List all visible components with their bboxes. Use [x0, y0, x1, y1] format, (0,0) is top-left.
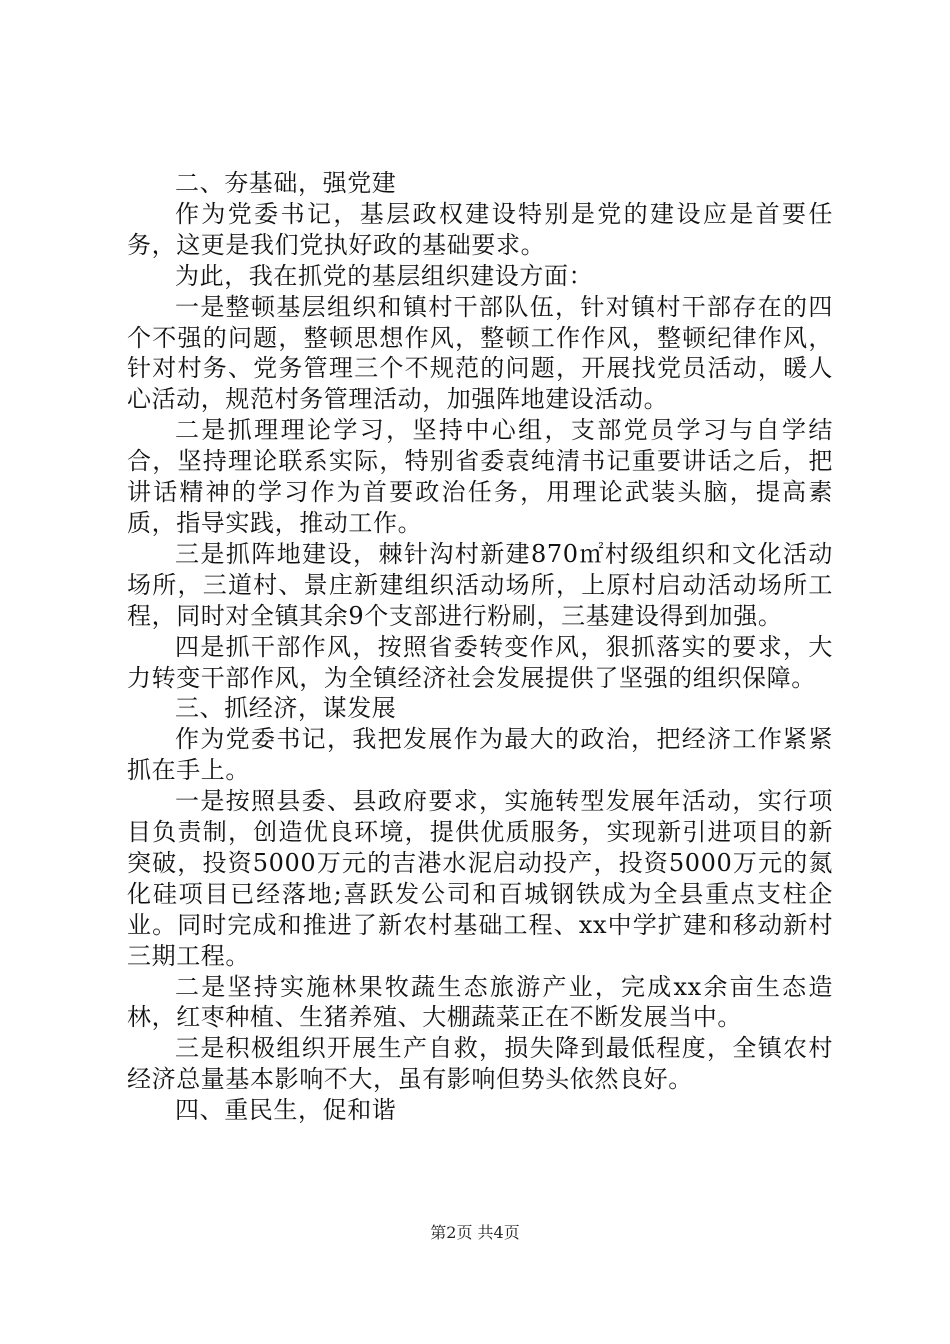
paragraph: 一是按照县委、县政府要求，实施转型发展年活动，实行项目负责制，创造优良环境，提供优质服务，实现新引进项目的新突破，投资5000万元的吉港水泥启动投产，投资5000万元的氮化硅项目已经落地;喜跃发公司和百城钢铁成为全县重点支柱企业。同时完成和推进了新农村基础工程、xx中学扩建和移动新村三期工程。 — [127, 787, 833, 970]
document-body — [127, 168, 833, 1126]
paragraph: 三是抓阵地建设，棘针沟村新建870㎡村级组织和文化活动场所，三道村、景庄新建组织活动场所，上原村启动活动场所工程，同时对全镇其余9个支部进行粉刷，三基建设得到加强。 — [127, 539, 833, 630]
paragraph: 二是坚持实施林果牧蔬生态旅游产业，完成xx余亩生态造林，红枣种植、生猪养殖、大棚蔬菜正在不断发展当中。 — [127, 972, 833, 1032]
paragraph: 四是抓干部作风，按照省委转变作风，狠抓落实的要求，大力转变干部作风，为全镇经济社会发展提供了坚强的组织保障。 — [127, 632, 833, 692]
paragraph: 为此，我在抓党的基层组织建设方面： — [175, 261, 594, 290]
section-heading-2: 二、夯基础，强党建 — [175, 169, 397, 197]
paragraph: 三是积极组织开展生产自救，损失降到最低程度，全镇农村经济总量基本影响不大，虽有影响但势头依然良好。 — [127, 1034, 833, 1094]
section-heading-3: 三、抓经济，谋发展 — [175, 694, 397, 723]
section-heading-4: 四、重民生，促和谐 — [175, 1096, 397, 1125]
page-number: 第2页 共4页 — [430, 1223, 520, 1242]
paragraph: 作为党委书记，基层政权建设特别是党的建设应是首要任务，这更是我们党执好政的基础要求。 — [127, 199, 833, 259]
paragraph: 作为党委书记，我把发展作为最大的政治，把经济工作紧紧抓在手上。 — [127, 725, 833, 785]
paragraph: 一是整顿基层组织和镇村干部队伍，针对镇村干部存在的四个不强的问题，整顿思想作风，整顿工作作风，整顿纪律作风，针对村务、党务管理三个不规范的问题，开展找党员活动，暖人心活动，规范村务管理活动，加强阵地建设活动。 — [127, 292, 833, 414]
paragraph: 二是抓理理论学习，坚持中心组，支部党员学习与自学结合，坚持理论联系实际，特别省委袁纯清书记重要讲话之后，把讲话精神的学习作为首要政治任务，用理论武装头脑，提高素质，指导实践，推动工作。 — [127, 416, 833, 537]
